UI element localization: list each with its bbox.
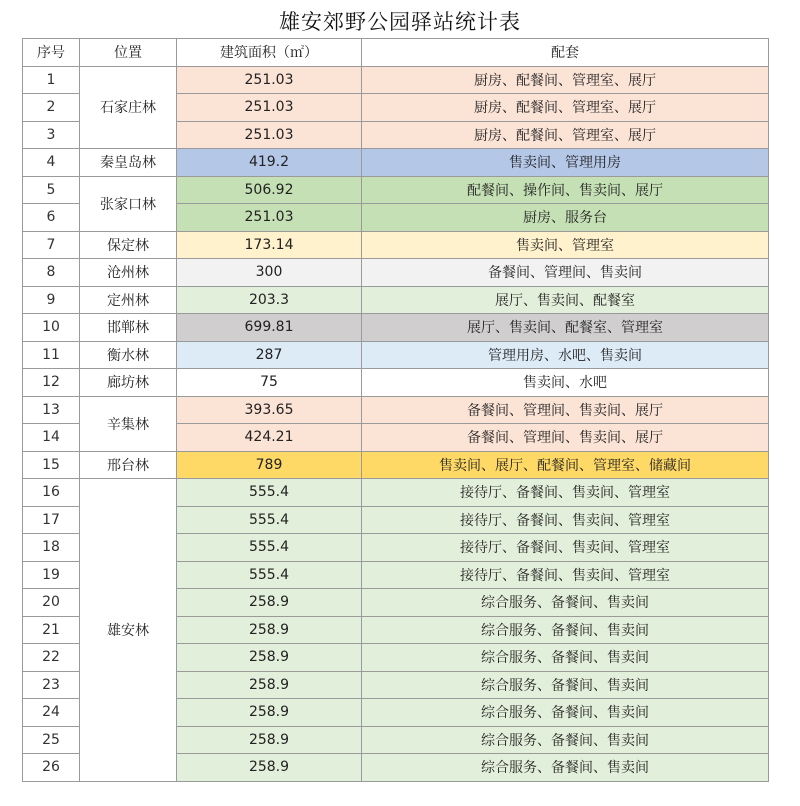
row-number: 19 [23,561,80,589]
facilities-cell: 接待厅、备餐间、售卖间、管理室 [362,479,769,507]
row-number: 18 [23,534,80,562]
facilities-cell: 接待厅、备餐间、售卖间、管理室 [362,534,769,562]
location-cell: 邢台林 [80,451,177,479]
area-cell: 258.9 [177,671,362,699]
location-cell: 定州林 [80,286,177,314]
table-row [23,286,769,314]
facilities-cell: 备餐间、管理间、售卖间、展厅 [362,424,769,452]
header-no: 序号 [23,39,80,67]
table-row [23,149,769,177]
area-cell: 419.2 [177,149,362,177]
row-number: 17 [23,506,80,534]
page-title: 雄安郊野公园驿站统计表 [279,10,521,34]
location-cell: 辛集林 [80,396,177,451]
facilities-cell: 备餐间、管理间、售卖间、展厅 [362,396,769,424]
row-number: 13 [23,396,80,424]
row-number: 1 [23,66,80,94]
table-row [23,451,769,479]
facilities-cell: 售卖间、水吧 [362,369,769,397]
location-cell: 保定林 [80,231,177,259]
row-number: 22 [23,644,80,672]
row-number: 14 [23,424,80,452]
facilities-cell: 接待厅、备餐间、售卖间、管理室 [362,506,769,534]
area-cell: 555.4 [177,561,362,589]
facilities-cell: 综合服务、备餐间、售卖间 [362,644,769,672]
area-cell: 555.4 [177,534,362,562]
row-number: 3 [23,121,80,149]
facilities-cell: 接待厅、备餐间、售卖间、管理室 [362,561,769,589]
table-row [23,396,769,424]
area-cell: 258.9 [177,616,362,644]
row-number: 11 [23,341,80,369]
location-cell: 沧州林 [80,259,177,287]
facilities-cell: 展厅、售卖间、配餐室 [362,286,769,314]
facilities-cell: 综合服务、备餐间、售卖间 [362,699,769,727]
row-number: 16 [23,479,80,507]
area-cell: 251.03 [177,121,362,149]
facilities-cell: 综合服务、备餐间、售卖间 [362,616,769,644]
area-cell: 287 [177,341,362,369]
area-cell: 258.9 [177,726,362,754]
location-cell: 邯郸林 [80,314,177,342]
area-cell: 251.03 [177,204,362,232]
table-row [23,314,769,342]
row-number: 8 [23,259,80,287]
table-body [23,66,769,781]
area-cell: 699.81 [177,314,362,342]
row-number: 25 [23,726,80,754]
area-cell: 258.9 [177,589,362,617]
facilities-cell: 综合服务、备餐间、售卖间 [362,671,769,699]
area-cell: 789 [177,451,362,479]
facilities-cell: 备餐间、管理间、售卖间 [362,259,769,287]
area-cell: 258.9 [177,644,362,672]
facilities-cell: 管理用房、水吧、售卖间 [362,341,769,369]
table-row [23,259,769,287]
area-cell: 203.3 [177,286,362,314]
facilities-cell: 售卖间、管理用房 [362,149,769,177]
location-cell: 秦皇岛林 [80,149,177,177]
header-row [23,39,769,67]
table-row [23,231,769,259]
facilities-cell: 展厅、售卖间、配餐室、管理室 [362,314,769,342]
table-row [23,479,769,507]
row-number: 7 [23,231,80,259]
row-number: 4 [23,149,80,177]
table-row [23,369,769,397]
row-number: 12 [23,369,80,397]
row-number: 6 [23,204,80,232]
area-cell: 258.9 [177,699,362,727]
row-number: 24 [23,699,80,727]
facilities-cell: 综合服务、备餐间、售卖间 [362,726,769,754]
row-number: 2 [23,94,80,122]
row-number: 20 [23,589,80,617]
facilities-cell: 综合服务、备餐间、售卖间 [362,589,769,617]
row-number: 9 [23,286,80,314]
area-cell: 506.92 [177,176,362,204]
station-table [22,38,769,782]
header-area: 建筑面积（㎡） [177,39,362,67]
location-cell: 张家口林 [80,176,177,231]
area-cell: 424.21 [177,424,362,452]
facilities-cell: 厨房、服务台 [362,204,769,232]
area-cell: 75 [177,369,362,397]
facilities-cell: 厨房、配餐间、管理室、展厅 [362,66,769,94]
facilities-cell: 配餐间、操作间、售卖间、展厅 [362,176,769,204]
row-number: 21 [23,616,80,644]
area-cell: 251.03 [177,66,362,94]
area-cell: 258.9 [177,754,362,782]
header-facilities: 配套 [362,39,769,67]
facilities-cell: 综合服务、备餐间、售卖间 [362,754,769,782]
row-number: 10 [23,314,80,342]
row-number: 5 [23,176,80,204]
table-row [23,176,769,204]
area-cell: 555.4 [177,479,362,507]
row-number: 26 [23,754,80,782]
area-cell: 251.03 [177,94,362,122]
location-cell: 廊坊林 [80,369,177,397]
area-cell: 555.4 [177,506,362,534]
facilities-cell: 售卖间、展厅、配餐间、管理室、储藏间 [362,451,769,479]
table-row [23,66,769,94]
facilities-cell: 厨房、配餐间、管理室、展厅 [362,121,769,149]
row-number: 23 [23,671,80,699]
location-cell: 衡水林 [80,341,177,369]
row-number: 15 [23,451,80,479]
facilities-cell: 售卖间、管理室 [362,231,769,259]
table-row [23,341,769,369]
area-cell: 173.14 [177,231,362,259]
facilities-cell: 厨房、配餐间、管理室、展厅 [362,94,769,122]
area-cell: 393.65 [177,396,362,424]
location-cell: 石家庄林 [80,66,177,149]
header-location: 位置 [80,39,177,67]
area-cell: 300 [177,259,362,287]
location-cell: 雄安林 [80,479,177,782]
